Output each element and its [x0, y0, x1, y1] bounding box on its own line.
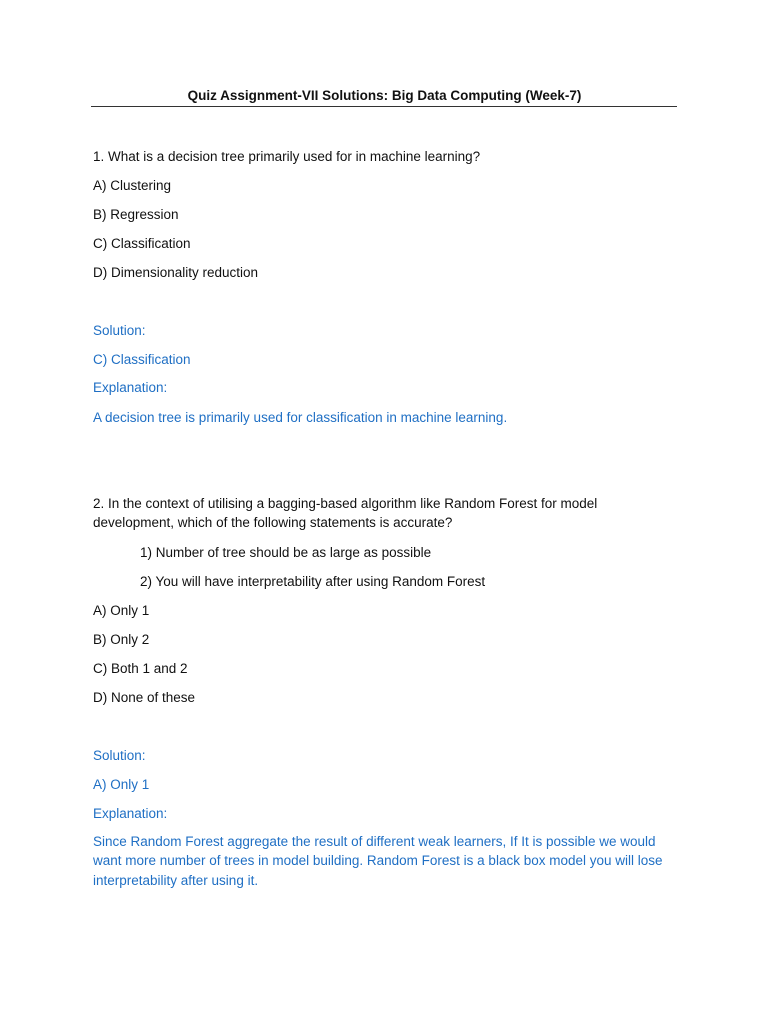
q1-answer: C) Classification: [93, 352, 191, 367]
q1-option-b: B) Regression: [93, 207, 179, 222]
q1-explanation: A decision tree is primarily used for classification in machine learning.: [93, 410, 508, 425]
q2-option-d: D) None of these: [93, 690, 196, 705]
q1-option-a: A) Clustering: [93, 178, 172, 193]
q2-explanation-label: Explanation:: [93, 806, 168, 821]
q1-solution-label: Solution:: [93, 323, 146, 338]
q1-option-c: C) Classification: [93, 236, 191, 251]
q1-question: 1. What is a decision tree primarily used for in machine learning?: [93, 149, 481, 164]
q1-option-d: D) Dimensionality reduction: [93, 265, 259, 280]
q2-option-c: C) Both 1 and 2: [93, 661, 188, 676]
q2-option-b: B) Only 2: [93, 632, 150, 647]
q1-explanation-label: Explanation:: [93, 380, 168, 395]
q2-statement-1: 1) Number of tree should be as large as possible: [140, 545, 432, 560]
q2-solution-label: Solution:: [93, 748, 146, 763]
q2-explanation: Since Random Forest aggregate the result of different weak learners, If It is possible we would want more number of trees in model building. Random Forest is a black box model you will lose interpretability after using it.: [93, 834, 663, 888]
page-title: Quiz Assignment-VII Solutions: Big Data Computing (Week-7): [187, 88, 582, 103]
q2-question: 2. In the context of utilising a bagging-based algorithm like Random Forest for model development, which of the following statements is accurate?: [93, 496, 598, 531]
q2-statement-2: 2) You will have interpretability after using Random Forest: [140, 574, 486, 589]
title-divider: [91, 106, 677, 107]
q2-answer: A) Only 1: [93, 777, 150, 792]
q2-option-a: A) Only 1: [93, 603, 150, 618]
